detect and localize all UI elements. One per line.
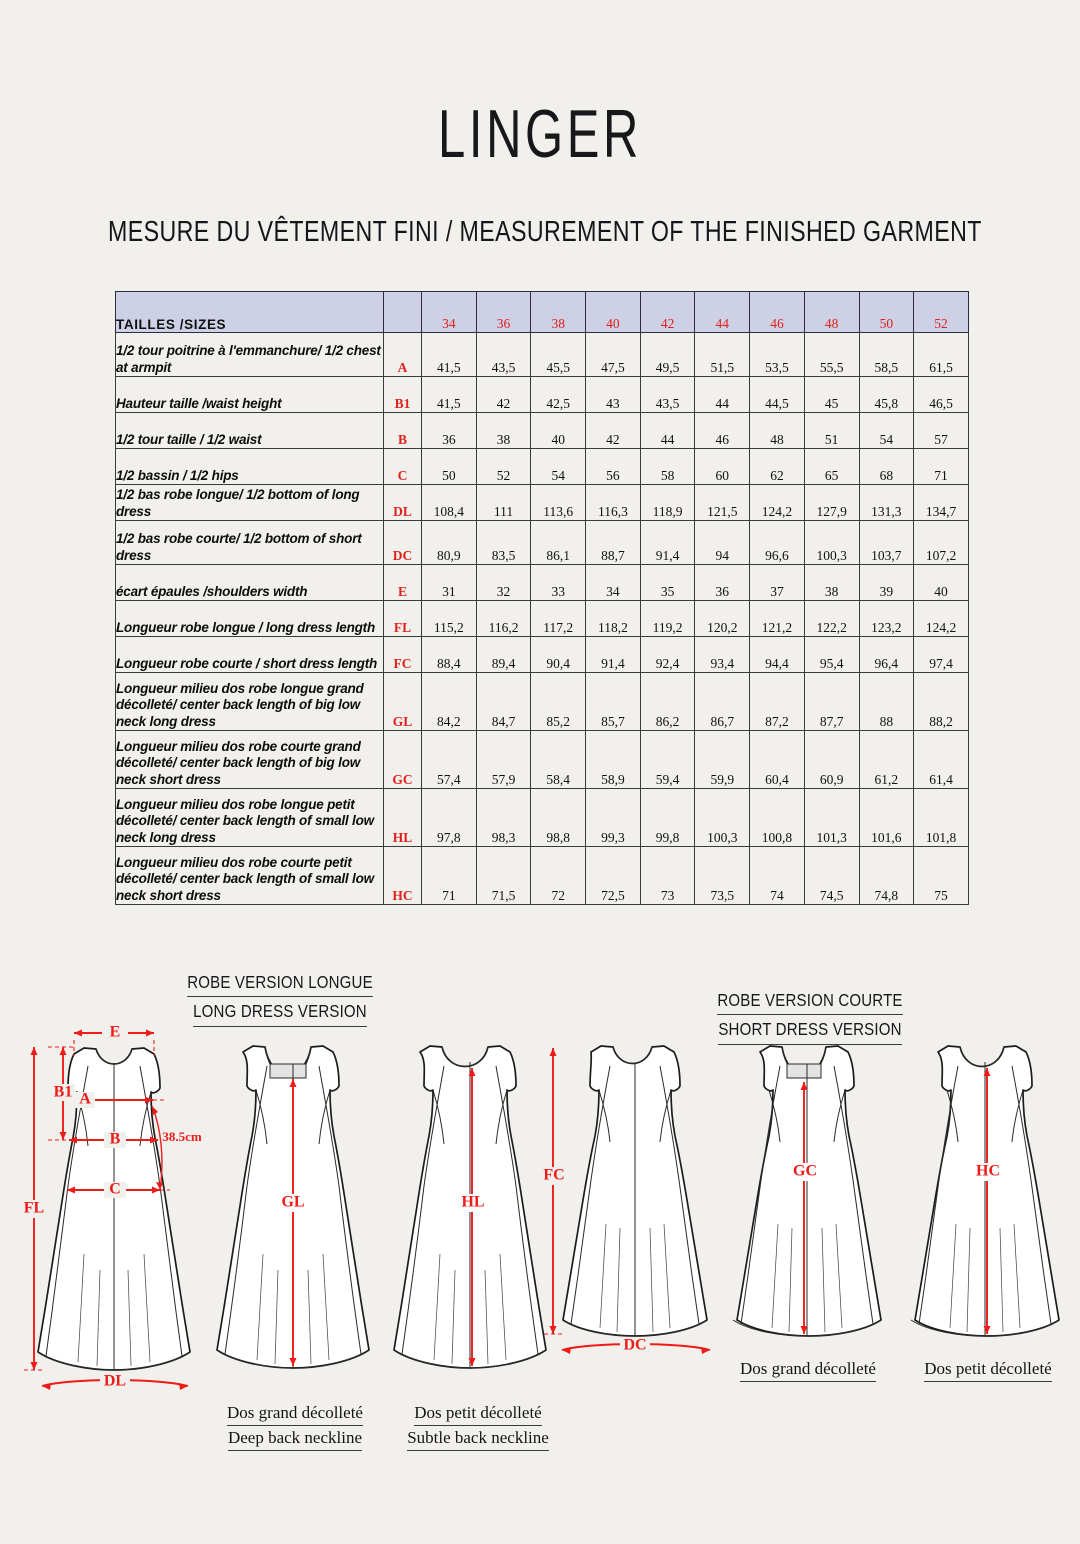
cell-gc-size-48: 60,9 — [804, 731, 859, 789]
size-header-34: 34 — [422, 292, 477, 333]
cell-a-size-50: 58,5 — [859, 333, 914, 377]
cell-a-size-52: 61,5 — [914, 333, 969, 377]
cell-dc-size-50: 103,7 — [859, 521, 914, 565]
table-row — [116, 565, 969, 601]
cell-dc-size-44: 94 — [695, 521, 750, 565]
cell-hl-size-44: 100,3 — [695, 789, 750, 847]
caption-long-dress-back-deep — [205, 1402, 385, 1452]
table-row — [116, 521, 969, 565]
cell-dc-size-48: 100,3 — [804, 521, 859, 565]
table-row — [116, 333, 969, 377]
dimension-label-HL: HL — [461, 1193, 485, 1211]
row-label-gl: Longueur milieu dos robe longue grand décolleté/ center back length of big low neck long dress — [116, 673, 384, 731]
short-dress-front-outline — [563, 1046, 707, 1336]
dimension-label-FL: FL — [23, 1199, 45, 1217]
row-code-b: B — [384, 413, 422, 449]
cell-gc-size-50: 61,2 — [859, 731, 914, 789]
size-header-36: 36 — [476, 292, 531, 333]
cell-b-size-52: 57 — [914, 413, 969, 449]
cell-hl-size-46: 100,8 — [750, 789, 805, 847]
cell-a-size-48: 55,5 — [804, 333, 859, 377]
cell-b1-size-44: 44 — [695, 377, 750, 413]
cell-gl-size-46: 87,2 — [750, 673, 805, 731]
cell-fc-size-52: 97,4 — [914, 637, 969, 673]
cell-c-size-52: 71 — [914, 449, 969, 485]
table-row — [116, 789, 969, 847]
row-code-fl: FL — [384, 601, 422, 637]
short-dress-heading-fr: ROBE VERSION COURTE — [717, 988, 902, 1015]
row-label-c: 1/2 bassin / 1/2 hips — [116, 449, 384, 485]
cell-gl-size-34: 84,2 — [422, 673, 477, 731]
figure-short-dress-back-deep — [722, 1030, 897, 1350]
row-code-a: A — [384, 333, 422, 377]
cell-b1-size-38: 42,5 — [531, 377, 586, 413]
size-header-52: 52 — [914, 292, 969, 333]
cell-fc-size-50: 96,4 — [859, 637, 914, 673]
cell-dc-size-34: 80,9 — [422, 521, 477, 565]
table-row — [116, 449, 969, 485]
row-code-fc: FC — [384, 637, 422, 673]
cell-fl-size-42: 119,2 — [640, 601, 695, 637]
cell-dl-size-50: 131,3 — [859, 485, 914, 521]
cell-c-size-38: 54 — [531, 449, 586, 485]
cell-b1-size-34: 41,5 — [422, 377, 477, 413]
cell-a-size-42: 49,5 — [640, 333, 695, 377]
cell-hc-size-46: 74 — [750, 847, 805, 905]
cell-gl-size-48: 87,7 — [804, 673, 859, 731]
cell-dl-size-44: 121,5 — [695, 485, 750, 521]
cell-gc-size-52: 61,4 — [914, 731, 969, 789]
figure-short-dress-front — [540, 1028, 730, 1368]
table-row — [116, 731, 969, 789]
cell-fc-size-34: 88,4 — [422, 637, 477, 673]
dimension-DL — [42, 1373, 188, 1390]
cell-fc-size-44: 93,4 — [695, 637, 750, 673]
cell-dc-size-36: 83,5 — [476, 521, 531, 565]
cell-gl-size-38: 85,2 — [531, 673, 586, 731]
size-header-40: 40 — [586, 292, 641, 333]
cell-a-size-46: 53,5 — [750, 333, 805, 377]
cell-e-size-46: 37 — [750, 565, 805, 601]
cell-b-size-44: 46 — [695, 413, 750, 449]
cell-gc-size-46: 60,4 — [750, 731, 805, 789]
cell-hl-size-40: 99,3 — [586, 789, 641, 847]
cell-fl-size-40: 118,2 — [586, 601, 641, 637]
dimension-label-GL: GL — [281, 1193, 305, 1211]
size-header-44: 44 — [695, 292, 750, 333]
cell-hl-size-36: 98,3 — [476, 789, 531, 847]
table-header-sizes-label: TAILLES /SIZES — [116, 292, 384, 333]
cell-gc-size-40: 58,9 — [586, 731, 641, 789]
cell-hl-size-34: 97,8 — [422, 789, 477, 847]
size-header-46: 46 — [750, 292, 805, 333]
cell-hl-size-38: 98,8 — [531, 789, 586, 847]
row-code-hc: HC — [384, 847, 422, 905]
cell-fl-size-34: 115,2 — [422, 601, 477, 637]
cell-dl-size-52: 134,7 — [914, 485, 969, 521]
cell-fc-size-48: 95,4 — [804, 637, 859, 673]
row-label-e: écart épaules /shoulders width — [116, 565, 384, 601]
page-subtitle: MESURE DU VÊTEMENT FINI / MEASUREMENT OF THE FINISHED GARMENT — [108, 216, 982, 248]
dimension-label-B: B — [109, 1130, 121, 1148]
cell-e-size-34: 31 — [422, 565, 477, 601]
table-row — [116, 413, 969, 449]
row-code-dl: DL — [384, 485, 422, 521]
cell-gc-size-44: 59,9 — [695, 731, 750, 789]
cell-dl-size-48: 127,9 — [804, 485, 859, 521]
cell-gc-size-42: 59,4 — [640, 731, 695, 789]
size-header-48: 48 — [804, 292, 859, 333]
cell-b1-size-40: 43 — [586, 377, 641, 413]
table-row — [116, 485, 969, 521]
cell-hc-size-42: 73 — [640, 847, 695, 905]
cell-c-size-44: 60 — [695, 449, 750, 485]
cell-fc-size-46: 94,4 — [750, 637, 805, 673]
dimension-FC — [541, 1048, 567, 1334]
table-row — [116, 847, 969, 905]
cell-e-size-50: 39 — [859, 565, 914, 601]
page-title: LINGER — [438, 96, 642, 172]
cell-hc-size-34: 71 — [422, 847, 477, 905]
row-code-b1: B1 — [384, 377, 422, 413]
cell-hl-size-50: 101,6 — [859, 789, 914, 847]
cell-b1-size-48: 45 — [804, 377, 859, 413]
cell-e-size-48: 38 — [804, 565, 859, 601]
cell-c-size-50: 68 — [859, 449, 914, 485]
cell-hl-size-48: 101,3 — [804, 789, 859, 847]
cell-b-size-48: 51 — [804, 413, 859, 449]
cell-dc-size-40: 88,7 — [586, 521, 641, 565]
caption-short-deep-fr: Dos grand décolleté — [740, 1358, 876, 1382]
size-header-50: 50 — [859, 292, 914, 333]
table-row — [116, 601, 969, 637]
row-label-gc: Longueur milieu dos robe courte grand décolleté/ center back length of big low neck short dress — [116, 731, 384, 789]
dimension-label-FC: FC — [543, 1166, 565, 1184]
dimension-label-C: C — [109, 1180, 121, 1198]
cell-fl-size-52: 124,2 — [914, 601, 969, 637]
caption-long-deep-en: Deep back neckline — [228, 1427, 362, 1451]
cell-dl-size-34: 108,4 — [422, 485, 477, 521]
row-code-hl: HL — [384, 789, 422, 847]
cell-gc-size-36: 57,9 — [476, 731, 531, 789]
cell-hc-size-48: 74,5 — [804, 847, 859, 905]
cell-b1-size-36: 42 — [476, 377, 531, 413]
dimension-label-DL: DL — [103, 1372, 127, 1390]
cell-dl-size-38: 113,6 — [531, 485, 586, 521]
cell-hl-size-52: 101,8 — [914, 789, 969, 847]
row-label-b: 1/2 tour taille / 1/2 waist — [116, 413, 384, 449]
size-header-38: 38 — [531, 292, 586, 333]
cell-b1-size-46: 44,5 — [750, 377, 805, 413]
caption-short-dress-back-deep — [718, 1358, 898, 1383]
cell-c-size-34: 50 — [422, 449, 477, 485]
cell-fl-size-38: 117,2 — [531, 601, 586, 637]
row-code-gl: GL — [384, 673, 422, 731]
long-dress-section-heading — [185, 970, 374, 1029]
caption-long-deep-fr: Dos grand décolleté — [227, 1402, 363, 1426]
cell-gl-size-52: 88,2 — [914, 673, 969, 731]
cell-hc-size-50: 74,8 — [859, 847, 914, 905]
dimension-label-DC: DC — [623, 1336, 647, 1354]
cell-b-size-36: 38 — [476, 413, 531, 449]
short-dress-back-subtle-outline — [911, 1046, 1059, 1336]
cell-a-size-40: 47,5 — [586, 333, 641, 377]
cell-fc-size-36: 89,4 — [476, 637, 531, 673]
cell-b1-size-50: 45,8 — [859, 377, 914, 413]
measurement-table — [115, 291, 969, 905]
figure-short-dress-back-subtle — [900, 1030, 1075, 1350]
cell-dl-size-42: 118,9 — [640, 485, 695, 521]
table-header-code — [384, 292, 422, 333]
cell-c-size-46: 62 — [750, 449, 805, 485]
table-header-row — [116, 292, 969, 333]
cell-gl-size-50: 88 — [859, 673, 914, 731]
cell-b-size-38: 40 — [531, 413, 586, 449]
dimension-label-E: E — [109, 1023, 121, 1041]
cell-fl-size-36: 116,2 — [476, 601, 531, 637]
measurement-table-body — [116, 333, 969, 905]
cell-c-size-36: 52 — [476, 449, 531, 485]
row-label-b1: Hauteur taille /waist height — [116, 377, 384, 413]
cell-e-size-38: 33 — [531, 565, 586, 601]
cell-dc-size-46: 96,6 — [750, 521, 805, 565]
cell-dl-size-46: 124,2 — [750, 485, 805, 521]
row-code-c: C — [384, 449, 422, 485]
cell-gc-size-34: 57,4 — [422, 731, 477, 789]
dimension-DC — [562, 1337, 710, 1354]
dimension-label-HC: HC — [976, 1162, 1000, 1180]
table-row — [116, 637, 969, 673]
cell-b1-size-42: 43,5 — [640, 377, 695, 413]
row-label-dl: 1/2 bas robe longue/ 1/2 bottom of long dress — [116, 485, 384, 521]
dimension-label-B1: B1 — [53, 1083, 73, 1101]
cell-e-size-40: 34 — [586, 565, 641, 601]
cell-fl-size-44: 120,2 — [695, 601, 750, 637]
long-dress-heading-fr: ROBE VERSION LONGUE — [187, 970, 373, 997]
cell-c-size-48: 65 — [804, 449, 859, 485]
cell-gl-size-36: 84,7 — [476, 673, 531, 731]
cell-fc-size-40: 91,4 — [586, 637, 641, 673]
cell-b1-size-52: 46,5 — [914, 377, 969, 413]
dimension-label-A: A — [79, 1090, 91, 1108]
cell-gl-size-42: 86,2 — [640, 673, 695, 731]
cell-a-size-44: 51,5 — [695, 333, 750, 377]
row-label-fl: Longueur robe longue / long dress length — [116, 601, 384, 637]
caption-short-subtle-fr: Dos petit décolleté — [924, 1358, 1051, 1382]
cell-fc-size-42: 92,4 — [640, 637, 695, 673]
row-label-hc: Longueur milieu dos robe courte petit décolleté/ center back length of small low neck short dress — [116, 847, 384, 905]
cell-dl-size-36: 111 — [476, 485, 531, 521]
cell-hc-size-36: 71,5 — [476, 847, 531, 905]
caption-long-dress-back-subtle — [388, 1402, 568, 1452]
row-code-dc: DC — [384, 521, 422, 565]
cell-gc-size-38: 58,4 — [531, 731, 586, 789]
caption-long-subtle-en: Subtle back neckline — [407, 1427, 549, 1451]
row-code-gc: GC — [384, 731, 422, 789]
cell-gl-size-40: 85,7 — [586, 673, 641, 731]
cell-hl-size-42: 99,8 — [640, 789, 695, 847]
cell-b-size-50: 54 — [859, 413, 914, 449]
short-dress-heading-en: SHORT DRESS VERSION — [718, 1017, 901, 1044]
cell-hc-size-44: 73,5 — [695, 847, 750, 905]
dimension-label-38-5cm: 38.5cm — [162, 1128, 202, 1144]
caption-long-subtle-fr: Dos petit décolleté — [414, 1402, 541, 1426]
caption-short-dress-back-subtle — [898, 1358, 1078, 1383]
row-label-hl: Longueur milieu dos robe longue petit décolleté/ center back length of small low neck long dress — [116, 789, 384, 847]
cell-fc-size-38: 90,4 — [531, 637, 586, 673]
cell-a-size-34: 41,5 — [422, 333, 477, 377]
table-row — [116, 673, 969, 731]
table-row — [116, 377, 969, 413]
cell-fl-size-46: 121,2 — [750, 601, 805, 637]
cell-b-size-42: 44 — [640, 413, 695, 449]
measurement-table-container — [115, 291, 968, 905]
row-label-dc: 1/2 bas robe courte/ 1/2 bottom of short dress — [116, 521, 384, 565]
cell-hc-size-52: 75 — [914, 847, 969, 905]
cell-a-size-38: 45,5 — [531, 333, 586, 377]
cell-e-size-36: 32 — [476, 565, 531, 601]
cell-gl-size-44: 86,7 — [695, 673, 750, 731]
figure-long-dress-front — [12, 1022, 217, 1412]
cell-fl-size-48: 122,2 — [804, 601, 859, 637]
cell-c-size-42: 58 — [640, 449, 695, 485]
cell-dc-size-42: 91,4 — [640, 521, 695, 565]
cell-e-size-42: 35 — [640, 565, 695, 601]
cell-e-size-52: 40 — [914, 565, 969, 601]
row-label-fc: Longueur robe courte / short dress length — [116, 637, 384, 673]
figure-long-dress-back-subtle — [385, 1026, 560, 1406]
cell-b-size-46: 48 — [750, 413, 805, 449]
size-header-42: 42 — [640, 292, 695, 333]
cell-c-size-40: 56 — [586, 449, 641, 485]
row-code-e: E — [384, 565, 422, 601]
long-dress-heading-en: LONG DRESS VERSION — [193, 999, 367, 1026]
dimension-label-GC: GC — [793, 1162, 817, 1180]
cell-fl-size-50: 123,2 — [859, 601, 914, 637]
cell-b-size-34: 36 — [422, 413, 477, 449]
cell-hc-size-40: 72,5 — [586, 847, 641, 905]
cell-a-size-36: 43,5 — [476, 333, 531, 377]
cell-e-size-44: 36 — [695, 565, 750, 601]
row-label-a: 1/2 tour poitrine à l'emmanchure/ 1/2 chest at armpit — [116, 333, 384, 377]
cell-dc-size-38: 86,1 — [531, 521, 586, 565]
figure-long-dress-back-deep — [208, 1026, 383, 1406]
cell-hc-size-38: 72 — [531, 847, 586, 905]
cell-dc-size-52: 107,2 — [914, 521, 969, 565]
cell-b-size-40: 42 — [586, 413, 641, 449]
cell-dl-size-40: 116,3 — [586, 485, 641, 521]
